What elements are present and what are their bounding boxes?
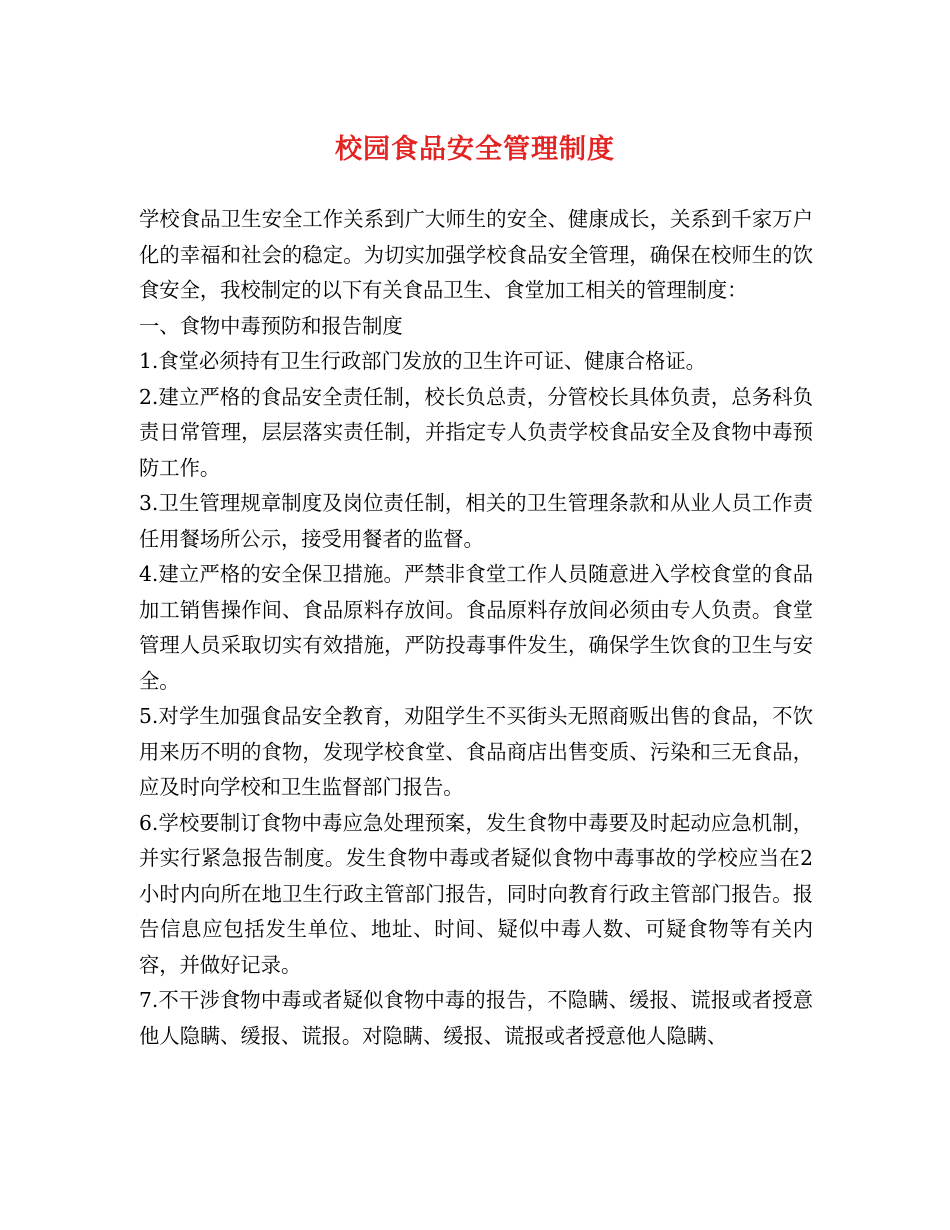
clause-1: 1.食堂必须持有卫生行政部门发放的卫生许可证、健康合格证。 <box>139 349 706 373</box>
intro-paragraph: 学校食品卫生安全工作关系到广大师生的安全、健康成长，关系到千家万户化的幸福和社会的稳定。为切实加强学校食品安全管理，确保在校师生的饮食安全，我校制定的以下有关食品卫生、食堂加工相关的管理制度： <box>139 207 813 302</box>
clause-7: 7.不干涉食物中毒或者疑似食物中毒的报告，不隐瞒、缓报、谎报或者授意他人隐瞒、缓报、谎报。对隐瞒、缓报、谎报或者授意他人隐瞒、 <box>139 988 813 1048</box>
document-body <box>139 202 813 1054</box>
clause-4: 4.建立严格的安全保卫措施。严禁非食堂工作人员随意进入学校食堂的食品加工销售操作间、食品原料存放间。食品原料存放间必须由专人负责。食堂管理人员采取切实有效措施，严防投毒事件发生，确保学生饮食的卫生与安全。 <box>139 562 813 693</box>
section-heading-1: 一、食物中毒预防和报告制度 <box>139 313 403 338</box>
clause-6: 6.学校要制订食物中毒应急处理预案，发生食物中毒要及时起动应急机制，并实行紧急报告制度。发生食物中毒或者疑似食物中毒事故的学校应当在2小时内向所在地卫生行政主管部门报告，同时向教育行政主管部门报告。报告信息应包括发生单位、地址、时间、疑似中毒人数、可疑食物等有关内容，并做好记录。 <box>139 810 813 977</box>
clause-3: 3.卫生管理规章制度及岗位责任制，相关的卫生管理条款和从业人员工作责任用餐场所公示，接受用餐者的监督。 <box>139 491 813 551</box>
document-title: 校园食品安全管理制度 <box>335 134 615 165</box>
clause-2: 2.建立严格的食品安全责任制，校长负总责，分管校长具体负责，总务科负责日常管理，层层落实责任制，并指定专人负责学校食品安全及食物中毒预防工作。 <box>139 384 813 480</box>
clause-5: 5.对学生加强食品安全教育，劝阻学生不买街头无照商贩出售的食品，不饮用来历不明的食物，发现学校食堂、食品商店出售变质、污染和三无食品，应及时向学校和卫生监督部门报告。 <box>139 704 813 799</box>
